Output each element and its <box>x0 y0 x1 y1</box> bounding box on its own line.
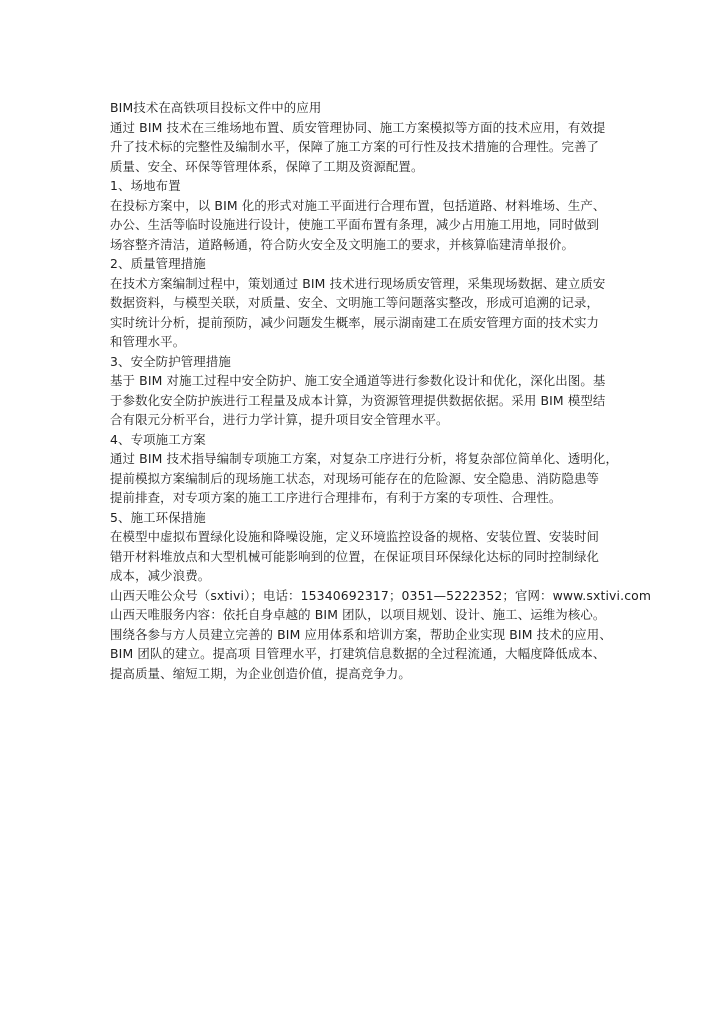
intro-line: 质量、安全、环保等管理体系，保障了工期及资源配置。 <box>110 158 424 174</box>
paragraph-line: 在技术方案编制过程中，策划通过 BIM 技术进行现场质安管理，采集现场数据、建立质安 <box>110 275 606 291</box>
section-heading-special-plan: 4、专项施工方案 <box>110 431 206 447</box>
document-title: BIM技术在高铁项目投标文件中的应用 <box>110 100 322 115</box>
paragraph-line: 成本，减少浪费。 <box>110 568 211 583</box>
services-line: 提高质量、缩短工期，为企业创造价值，提高竞争力。 <box>110 665 411 681</box>
paragraph-line: 基于 BIM 对施工过程中安全防护、施工安全通道等进行参数化设计和优化，深化出图。基 <box>110 373 606 388</box>
paragraph-line: 于参数化安全防护族进行工程量及成本计算，为资源管理提供数据依据。采用 BIM 模型结 <box>110 392 606 408</box>
section-heading-safety: 3、安全防护管理措施 <box>110 353 231 369</box>
section-heading-environment: 5、施工环保措施 <box>110 509 206 525</box>
paragraph-line: 通过 BIM 技术指导编制专项施工方案，对复杂工序进行分析，将复杂部位简单化、透明化， <box>110 451 619 466</box>
paragraph-line: 场容整齐清洁，道路畅通，符合防火安全及文明施工的要求，并核算临建清单报价。 <box>110 236 575 252</box>
intro-line: 升了技术标的完整性及编制水平，保障了施工方案的可行性及技术措施的合理性。完善了 <box>110 139 600 154</box>
paragraph-line: 数据资料，与模型关联，对质量、安全、文明施工等问题落实整改，形成可追溯的记录， <box>110 295 600 310</box>
paragraph-line: 办公、生活等临时设施进行设计，使施工平面布置有条理，减少占用施工用地，同时做到 <box>110 217 600 232</box>
contact-info: 山西天唯公众号（sxtivi）；电话：15340692317；0351—5222352；官网：www.sxtivi.com <box>110 587 652 603</box>
services-line: BIM 团队的建立。提高项 目管理水平，打建筑信息数据的全过程流通，大幅度降低成本、 <box>110 646 606 661</box>
paragraph-line: 和管理水平。 <box>110 334 186 349</box>
section-heading-site-layout: 1、场地布置 <box>110 178 181 193</box>
paragraph-line: 合有限元分析平台，进行力学计算，提升项目安全管理水平。 <box>110 412 449 427</box>
section-heading-quality: 2、质量管理措施 <box>110 256 206 271</box>
document-body <box>110 98 652 683</box>
paragraph-line: 提前模拟方案编制后的现场施工状态，对现场可能存在的危险源、安全隐患、消防隐患等 <box>110 470 600 486</box>
services-line: 山西天唯服务内容：依托自身卓越的 BIM 团队，以项目规划、设计、施工、运维为核心。 <box>110 607 606 622</box>
paragraph-line: 实时统计分析，提前预防，减少问题发生概率，展示湖南建工在质安管理方面的技术实力 <box>110 314 600 330</box>
intro-line: 通过 BIM 技术在三维场地布置、质安管理协同、施工方案模拟等方面的技术应用，有效提 <box>110 119 606 135</box>
paragraph-line: 错开材料堆放点和大型机械可能影响到的位置，在保证项目环保绿化达标的同时控制绿化 <box>110 548 600 564</box>
paragraph-line: 提前排查，对专项方案的施工工序进行合理排布，有利于方案的专项性、合理性。 <box>110 490 562 505</box>
paragraph-line: 在模型中虚拟布置绿化设施和降噪设施，定义环境监控设备的规格、安装位置、安装时间 <box>110 529 600 544</box>
paragraph-line: 在投标方案中，以 BIM 化的形式对施工平面进行合理布置，包括道路、材料堆场、生产、 <box>110 197 606 213</box>
services-line: 围绕各参与方人员建立完善的 BIM 应用体系和培训方案，帮助企业实现 BIM 技术的应用、 <box>110 626 612 642</box>
